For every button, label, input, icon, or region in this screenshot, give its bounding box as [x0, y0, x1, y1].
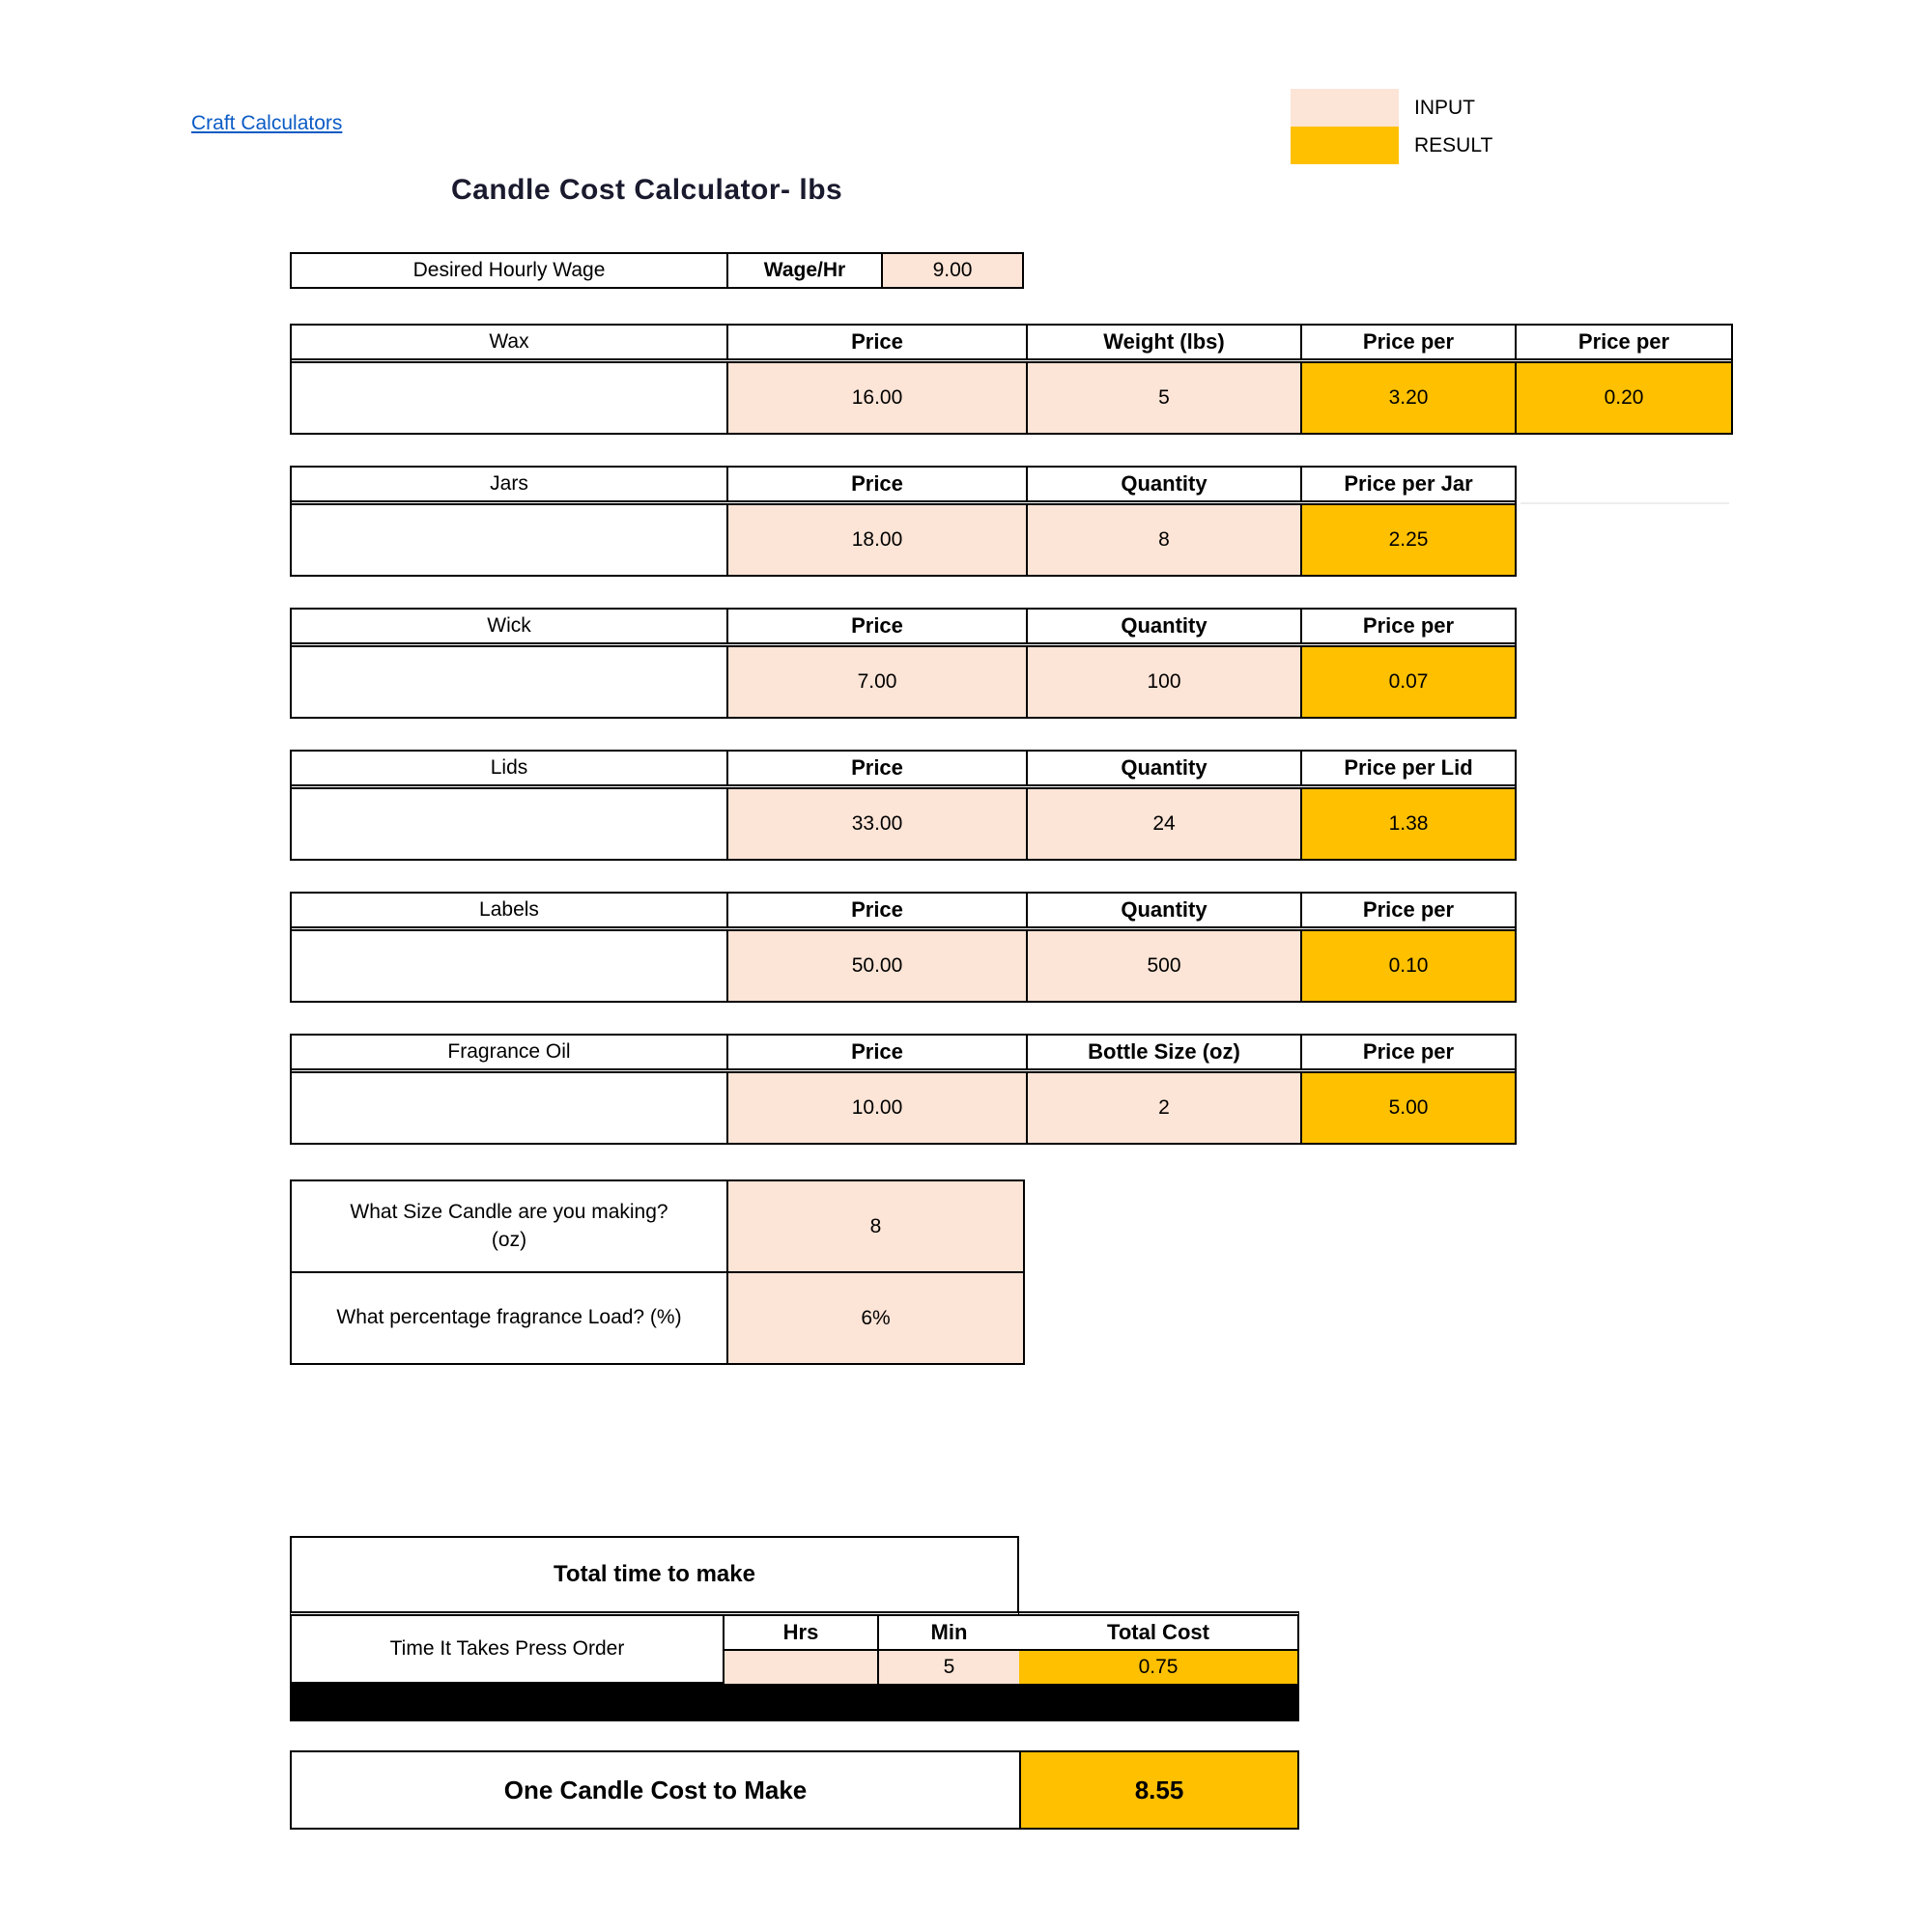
fragrance-oil-bottle-size-oz-input-2[interactable]: 2	[1026, 1073, 1300, 1143]
wax-header-price-1: Price	[726, 326, 1026, 358]
wick-header-price-1: Price	[726, 610, 1026, 642]
gridline-fragment	[1520, 502, 1729, 504]
legend-result-row	[1291, 127, 1492, 164]
labels-header-row	[292, 894, 1515, 931]
labels-blank-cell	[292, 931, 726, 1001]
labels-price-per-result-3: 0.10	[1300, 931, 1515, 1001]
jars-price-input-1[interactable]: 18.00	[726, 505, 1026, 575]
wax-name-label: Wax	[489, 330, 529, 353]
lids-blank-cell	[292, 789, 726, 859]
fragrance-load-question-label: What percentage fragrance Load? (%)	[336, 1306, 682, 1329]
labels-header-price-per-3: Price per	[1300, 894, 1515, 926]
min-header: Min	[879, 1616, 1019, 1651]
question-row	[292, 1181, 1023, 1271]
candle-questions-table	[290, 1179, 1025, 1365]
hrs-header: Hrs	[724, 1616, 879, 1651]
color-legend	[1291, 89, 1492, 164]
fragrance-load-input[interactable]: 6%	[726, 1273, 1023, 1363]
wick-header-row	[292, 610, 1515, 647]
lids-price-input-1[interactable]: 33.00	[726, 789, 1026, 859]
candle-size-input[interactable]: 8	[726, 1181, 1023, 1271]
wax-header-row	[292, 326, 1731, 363]
lids-header-quantity-2: Quantity	[1026, 752, 1300, 784]
wage-input[interactable]: 9.00	[881, 254, 1022, 287]
total-cost-result: 0.75	[1019, 1651, 1299, 1684]
wax-table	[290, 324, 1733, 435]
labels-price-input-1[interactable]: 50.00	[726, 931, 1026, 1001]
wick-quantity-input-2[interactable]: 100	[1026, 647, 1300, 717]
wick-value-row	[292, 647, 1515, 717]
lids-header-price-1: Price	[726, 752, 1026, 784]
jars-header-price-1: Price	[726, 468, 1026, 500]
jars-header-row	[292, 468, 1515, 505]
wax-header-weight-lbs-2: Weight (lbs)	[1026, 326, 1300, 358]
wick-table	[290, 608, 1517, 719]
fragrance-oil-name-label: Fragrance Oil	[447, 1040, 571, 1063]
wax-price-per-result-3: 3.20	[1300, 363, 1515, 433]
fragrance-oil-header-bottle-size-oz-2: Bottle Size (oz)	[1026, 1036, 1300, 1068]
labels-quantity-input-2[interactable]: 500	[1026, 931, 1300, 1001]
labels-value-row	[292, 931, 1515, 1001]
labels-table	[290, 892, 1517, 1003]
wax-price-per-result-4: 0.20	[1515, 363, 1731, 433]
wick-header-price-per-3: Price per	[1300, 610, 1515, 642]
wax-price-input-1[interactable]: 16.00	[726, 363, 1026, 433]
result-color-swatch	[1291, 127, 1399, 164]
lids-header-row	[292, 752, 1515, 789]
lids-quantity-input-2[interactable]: 24	[1026, 789, 1300, 859]
total-time-title: Total time to make	[290, 1536, 1019, 1616]
item-tables-container	[290, 324, 1733, 1176]
wage-label: Desired Hourly Wage	[412, 259, 606, 281]
wick-header-quantity-2: Quantity	[1026, 610, 1300, 642]
candle-size-question-label: What Size Candle are you making? (oz)	[350, 1201, 668, 1251]
one-candle-cost-table	[290, 1750, 1299, 1830]
lids-table	[290, 750, 1517, 861]
input-color-swatch	[1291, 89, 1399, 127]
wax-value-row	[292, 363, 1731, 433]
wax-weight-lbs-input-2[interactable]: 5	[1026, 363, 1300, 433]
wax-header-price-per-3: Price per	[1300, 326, 1515, 358]
page-title: Candle Cost Calculator- lbs	[451, 174, 843, 206]
legend-input-row	[1291, 89, 1492, 127]
fragrance-oil-table	[290, 1034, 1517, 1145]
total-cost-header: Total Cost	[1019, 1611, 1299, 1651]
fragrance-oil-header-row	[292, 1036, 1515, 1073]
fragrance-oil-blank-cell	[292, 1073, 726, 1143]
labels-header-price-1: Price	[726, 894, 1026, 926]
desired-hourly-wage-table	[290, 252, 1024, 289]
wick-price-input-1[interactable]: 7.00	[726, 647, 1026, 717]
lids-value-row	[292, 789, 1515, 859]
input-legend-label: INPUT	[1414, 96, 1475, 119]
labels-header-quantity-2: Quantity	[1026, 894, 1300, 926]
jars-price-per-jar-result-3: 2.25	[1300, 505, 1515, 575]
one-candle-cost-result: 8.55	[1019, 1752, 1297, 1828]
jars-header-quantity-2: Quantity	[1026, 468, 1300, 500]
jars-value-row	[292, 505, 1515, 575]
wax-blank-cell	[292, 363, 726, 433]
jars-blank-cell	[292, 505, 726, 575]
wick-blank-cell	[292, 647, 726, 717]
time-row-label: Time It Takes Press Order	[290, 1616, 724, 1684]
jars-name-label: Jars	[490, 472, 528, 495]
min-input[interactable]: 5	[879, 1651, 1019, 1684]
lids-name-label: Lids	[490, 756, 528, 779]
fragrance-oil-price-input-1[interactable]: 10.00	[726, 1073, 1026, 1143]
fragrance-oil-value-row	[292, 1073, 1515, 1143]
total-time-table	[290, 1536, 1299, 1721]
lids-price-per-lid-result-3: 1.38	[1300, 789, 1515, 859]
black-divider-bar	[290, 1684, 1299, 1721]
craft-calculators-link[interactable]: Craft Calculators	[191, 112, 343, 134]
wick-name-label: Wick	[487, 614, 531, 637]
question-row	[292, 1271, 1023, 1363]
fragrance-oil-header-price-1: Price	[726, 1036, 1026, 1068]
fragrance-oil-price-per-result-3: 5.00	[1300, 1073, 1515, 1143]
hrs-input[interactable]	[724, 1651, 879, 1684]
lids-header-price-per-lid-3: Price per Lid	[1300, 752, 1515, 784]
wax-header-price-per-4: Price per	[1515, 326, 1731, 358]
jars-quantity-input-2[interactable]: 8	[1026, 505, 1300, 575]
result-legend-label: RESULT	[1414, 133, 1493, 156]
labels-name-label: Labels	[479, 898, 539, 921]
one-candle-cost-label: One Candle Cost to Make	[292, 1752, 1019, 1828]
jars-header-price-per-jar-3: Price per Jar	[1300, 468, 1515, 500]
fragrance-oil-header-price-per-3: Price per	[1300, 1036, 1515, 1068]
wage-field-label: Wage/Hr	[726, 254, 881, 287]
jars-table	[290, 466, 1517, 577]
wick-price-per-result-3: 0.07	[1300, 647, 1515, 717]
